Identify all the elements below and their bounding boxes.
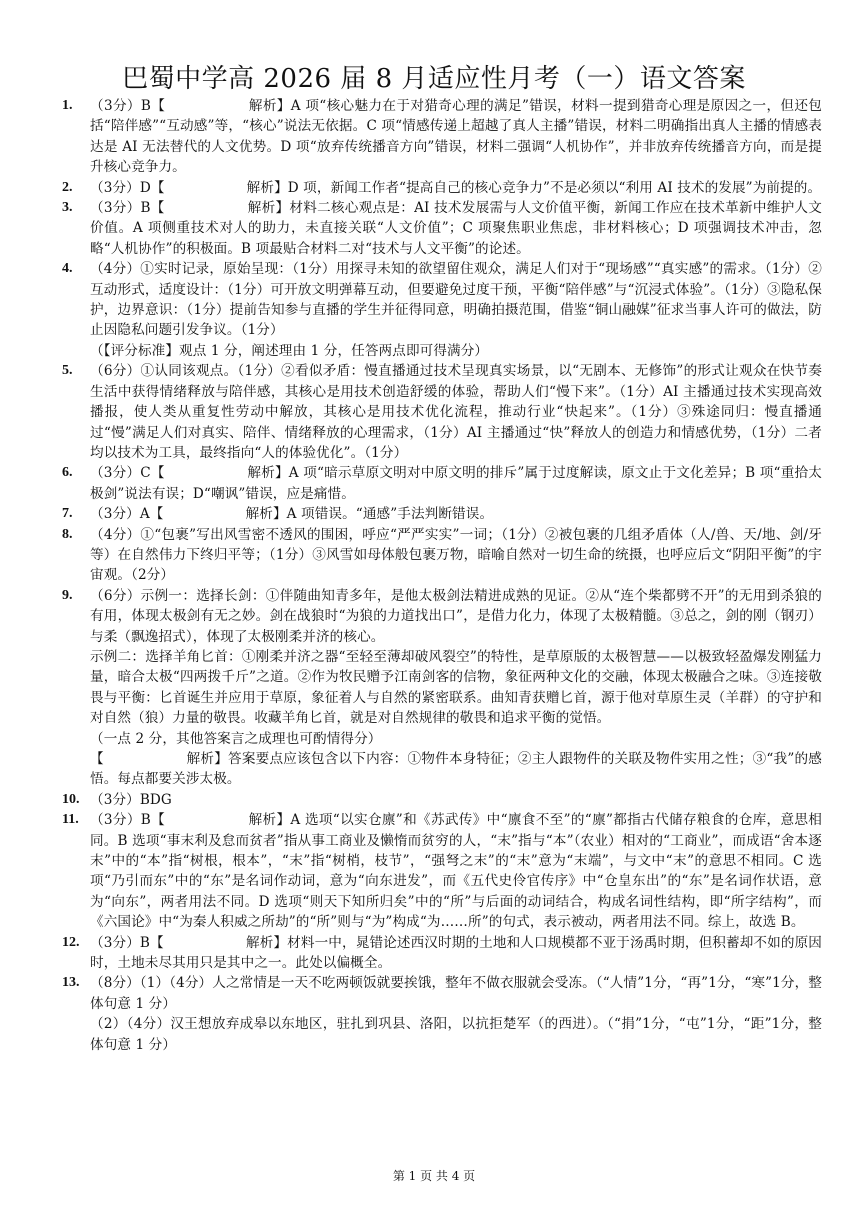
answer-text: （3分）C【 解析】A 项“暗示草原文明对中原文明的排斥”属于过度解读，原文止于文化差异；B 项“重拾太极剑”说法有误；D“嘲讽”错误，应是痛惜。 <box>90 465 822 502</box>
answer-text: （6分）示例一：选择长剑：①伴随曲知青多年，是他太极剑法精进成熟的见证。②从“连个柴都劈不开”的无用到杀狼的有用，体现太极剑有无之妙。剑在战狼时“为狼的力道找出口”，是借力化力，体现了太极精髓。③总之，剑的刚（钢刃）与柔（飘逸招式），体现了太极刚柔并济的核心。 <box>90 587 822 645</box>
answer-text: （3分）D【 解析】D 项，新闻工作者“提高自己的核心竞争力”不是必须以“利用 AI 技术的发展”为前提的。 <box>90 179 822 196</box>
answer-subparagraph: 示例二：选择羊角匕首：①刚柔并济之器“至轻至薄却破风裂空”的特性，是草原版的太极智慧——以极致轻盈爆发刚猛力量，暗合太极“四两拨千斤”之道。②作为牧民赠予江南剑客的信物，象征两种文化的交融，体现太极融合之味。③连接敬畏与平衡：匕首诞生并应用于草原，象征着人与自然的紧密联系。曲知青获赠匕首，源于他对草原生灵（羊群）的守护和对自然（狼）力量的敬畏。收藏羊角匕首，就是对自然规律的敬畏和追求平衡的觉悟。 <box>90 648 822 727</box>
answer-number: 7. <box>62 506 73 522</box>
answer-item <box>62 586 822 790</box>
answer-text: （3分）B【 解析】A 选项“以实仓廪”和《苏武传》中“廪食不至”的“廪”都指古代储存粮食的仓库，意思相同。B 选项“事末利及怠而贫者”指从事工商业及懒惰而贫穷的人，“末”指与“本”（农业）相对的“工商业”，而成语“舍本逐末”中的“本”指“树根，根本”，“末”指“树梢，枝节”，“强弩之末”的“末”意为“末端”，与文中“末”的意思不相同。C 选项“乃引而东”中的“东”是名词作动词，意为“向东进发”，而《五代史伶官传序》中“仓皇东出”的“东”是名词作状语，意为“向东”，两者用法不同。D 选项“则天下知所归矣”中的“所”与后面的动词结合，构成名词性结构，即“所字结构”，而《六国论》中“为秦人积威之所劫”的“所”则与“为”构成“为……所”的句式，表示被动，两者用法不同。综上，故选 B。 <box>90 812 822 931</box>
answer-number: 11. <box>62 812 79 828</box>
page-title: 巴蜀中学高 2026 届 8 月适应性月考（一）语文答案 <box>122 64 746 94</box>
answer-item <box>62 178 822 198</box>
answer-number: 1. <box>62 98 73 113</box>
answer-item <box>62 259 822 361</box>
answer-item <box>62 525 822 586</box>
answer-number: 8. <box>62 526 73 542</box>
answer-number: 13. <box>62 975 80 991</box>
answer-subparagraph: （【评分标准】观点 1 分，阐述理由 1 分，任答两点即可得满分） <box>90 342 489 359</box>
answer-item <box>62 973 822 1055</box>
answer-item <box>62 933 822 974</box>
answer-text: （3分）B【 解析】材料一中，晁错论述西汉时期的土地和人口规模都不亚于汤禹时期，但积蓄却不如的原因时，土地未尽其用只是其中之一。此处以偏概全。 <box>90 934 822 972</box>
answer-number: 12. <box>62 934 80 950</box>
answer-text: （3分）BDG <box>90 791 172 808</box>
answer-number: 9. <box>62 587 73 603</box>
page-footer: 第 1 页 共 4 页 <box>392 1169 476 1183</box>
answer-text: （4分）①“包裹”写出风雪密不透风的围困，呼应“严严实实”一词；（1分）②被包裹的几组矛盾体（人/兽、天/地、剑/牙等）在自然伟力下终归平等；（1分）③风雪如母体般包裹万物，暗喻自然对一切生命的统摄，也呼应后文“阴阳平衡”的宇宙观。（2分） <box>90 526 822 584</box>
answer-number: 6. <box>62 465 73 481</box>
answer-number: 2. <box>62 179 73 195</box>
answer-item <box>62 504 822 524</box>
answer-subparagraph: 【 解析】答案要点应该包含以下内容：①物件本身特征；②主人跟物件的关联及物件实用之性；③“我”的感悟。每点都要关涉太极。 <box>90 751 822 788</box>
answer-text: （3分）B【 解析】材料二核心观点是：AI 技术发展需与人文价值平衡，新闻工作应在技术革新中维护人文价值。A 项侧重技术对人的助力，未直接关联“人文价值”；C 项聚焦职业焦虑，非材料核心；D 项强调技术冲击，忽略“人机协作”的积极面。B 项最贴合材料二对“技术与人文平衡”的论述。 <box>90 200 822 257</box>
answer-number: 10. <box>62 791 80 807</box>
answer-item <box>62 810 822 932</box>
answer-text: （3分）A【 解析】A 项错误。“通感”手法判断错误。 <box>90 506 494 523</box>
answer-subparagraph: （2）（4分）汉王想放弃成皋以东地区，驻扎到巩县、洛阳，以抗拒楚军（的西进）。（“捐”1分，“屯”1分，“距”1分，整体句意 1 分） <box>90 1016 822 1053</box>
answer-item <box>62 463 822 504</box>
answer-item <box>62 361 822 463</box>
answer-text: （8分）（1）（4分）人之常情是一天不吃两顿饭就要挨饿，整年不做衣服就会受冻。（“人情”1分，“再”1分，“寒”1分，整体句意 1 分） <box>90 975 822 1012</box>
answer-item <box>62 198 822 259</box>
answer-number: 4. <box>62 261 73 277</box>
answer-text: （6分）①认同该观点。（1分）②看似矛盾：慢直播通过技术呈现真实场景，以“无剧本、无修饰”的形式让观众在快节奏生活中获得情绪释放与陪伴感，其核心是用技术创造舒缓的体验，帮助人们“慢下来”。（1分）AI 主播通过技术实现高效播报，使人类从重复性劳动中解放，其核心是用技术优化流程，推动行业“快起来”。（1分）③殊途同归：慢直播通过“慢”满足人们对真实、陪伴、情绪释放的心理需求，（1分）AI 主播通过“快”释放人的创造力和情感优势，（1分）二者均以技术为工具，最终指向“人的体验优化”。（1分） <box>90 363 822 461</box>
answer-subparagraph: （一点 2 分，其他答案言之成理也可酌情得分） <box>90 730 382 747</box>
answer-number: 3. <box>62 200 73 216</box>
answer-list <box>62 96 822 1055</box>
answer-item <box>62 790 822 810</box>
answer-text: （3分）B【 解析】A 项“核心魅力在于对猎奇心理的满足”错误，材料一提到猎奇心理是原因之一，但还包括“陪伴感”“互动感”等，“核心”说法无依据。C 项“情感传递上超越了真人主播”错误，材料二明确指出真人主播的情感表达是 AI 无法替代的人文优势。D 项“放弃传统播音方向”错误，材料二强调“人机协作”，并非放弃传统播音方向，而是提升核心竞争力。 <box>90 98 822 176</box>
answer-text: （4分）①实时记录，原始呈现：（1分）用探寻未知的欲望留住观众，满足人们对于“现场感”“真实感”的需求。（1分）②互动形式，适度设计：（1分）可开放文明弹幕互动，但要避免过度干预，平衡“陪伴感”与“沉浸式体验”。（1分）③隐私保护，边界意识：（1分）提前告知参与直播的学生并征得同意，明确拍摄范围，借鉴“铜山融媒”征求当事人许可的做法，防止因隐私问题引发争议。（1分） <box>90 261 822 339</box>
answer-number: 5. <box>62 363 73 379</box>
answer-item <box>62 96 822 178</box>
